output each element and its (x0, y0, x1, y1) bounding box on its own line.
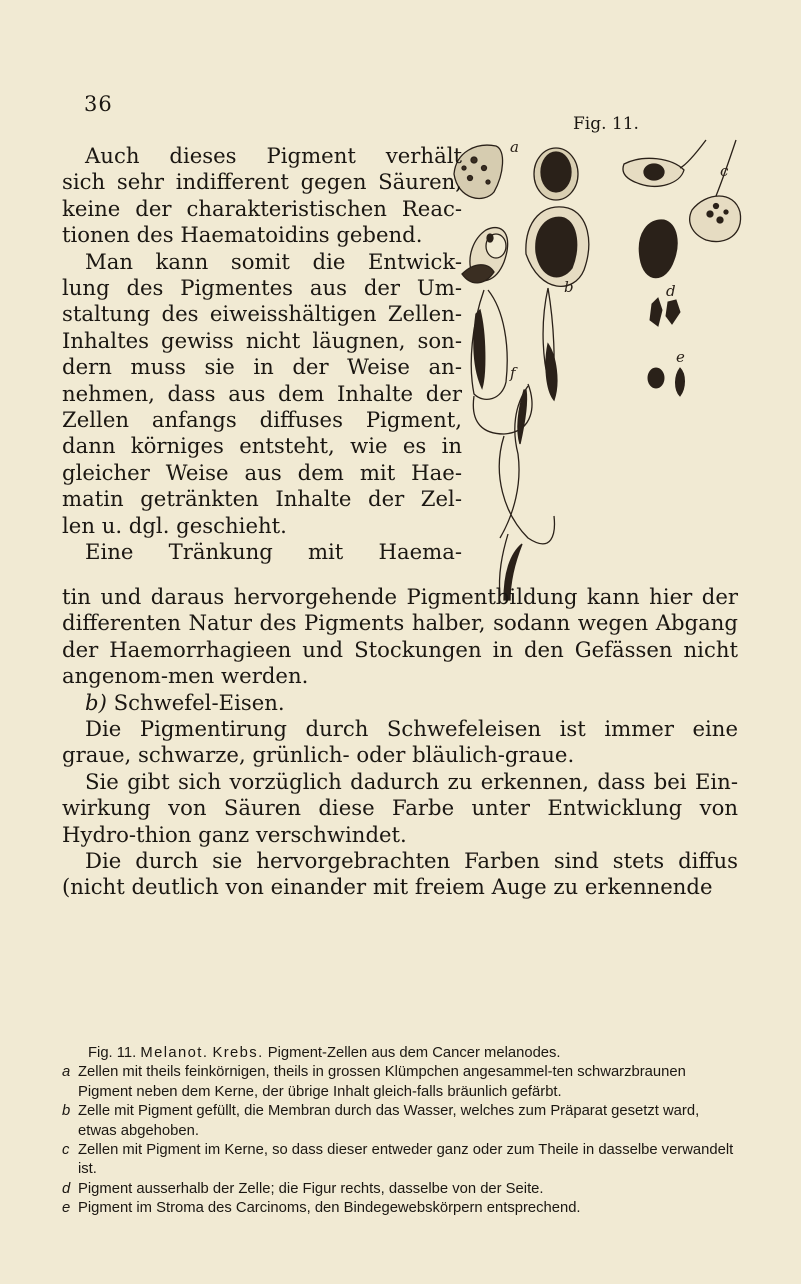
caption-text: Zellen mit theils feinkörnigen, theils in grossen Klümpchen angesammel-ten schwarzbraunen Pigment neben dem Kerne, der übrige Inhalt gleich-falls bräunlich gefärbt. (78, 1064, 686, 1100)
fig-letter-d: d (666, 282, 676, 300)
text-line: Inhaltes gewiss nicht läugnen, son- (62, 327, 462, 353)
caption-letter: c (62, 1142, 70, 1159)
fig-letter-c: c (720, 162, 729, 180)
cell-group-f (471, 290, 554, 600)
text-line: tionen des Haematoidins gebend. (62, 222, 423, 248)
text-line: dann körniges entsteht, wie es in (62, 433, 462, 459)
text-line: Auch dieses Pigment verhält (85, 143, 462, 168)
fig-letter-f: f (510, 364, 516, 382)
caption-letter: e (62, 1200, 71, 1217)
caption-author: Krebs. (212, 1045, 264, 1061)
figure-caption (62, 1044, 740, 1219)
caption-text: Pigment im Stroma des Carcinoms, den Bindegewebskörpern entsprechend. (78, 1200, 581, 1217)
caption-title: Pigment-Zellen aus dem Cancer melanodes. (267, 1045, 561, 1061)
caption-name: Melanot. (140, 1045, 209, 1061)
caption-item-e (62, 1199, 740, 1218)
wrapped-paragraph (62, 143, 462, 566)
caption-letter: b (62, 1103, 71, 1120)
fig-letter-a: a (510, 138, 519, 156)
page-number: 36 (84, 92, 113, 116)
text-line: gleicher Weise aus dem mit Hae- (62, 459, 462, 485)
text-line: len u. dgl. geschieht. (62, 512, 287, 538)
caption-text: Zelle mit Pigment gefüllt, die Membran durch das Wasser, welches zum Präparat gesetzt ward, etwas abgehoben. (78, 1103, 700, 1139)
caption-text: Zellen mit Pigment im Kerne, so dass dieser entweder ganz oder zum Theile in dasselbe verwandelt ist. (78, 1142, 734, 1178)
figure-label: Fig. 11. (573, 114, 639, 134)
paragraph-farben: Die durch sie hervorgebrachten Farben sind stets diffus (nicht deutlich von einander mit freiem Auge zu erkennende (62, 848, 738, 900)
caption-text: Pigment ausserhalb der Zelle; die Figur rechts, dasselbe von der Seite. (78, 1180, 544, 1197)
text-line: keine der charakteristischen Reac- (62, 195, 462, 221)
pigment-group-d (639, 220, 680, 326)
paragraph-tin: tin und daraus hervorgehende Pigmentbildung kann hier der differenten Natur des Pigments halber, sodann wegen Abgang der Haemorrhagieen und Stockungen in den Gefässen nicht angenom-men werden. (62, 584, 738, 689)
text-line: staltung des eiweisshältigen Zellen- (62, 301, 462, 327)
fig-letter-e: e (676, 348, 685, 366)
caption-item-b (62, 1102, 740, 1141)
cell-group-b (526, 148, 589, 400)
cell-group-a (454, 145, 508, 283)
text-line: sich sehr indifferent gegen Säuren, (62, 169, 462, 195)
section-title: Schwefel-Eisen. (113, 689, 285, 715)
caption-letter: d (62, 1180, 71, 1197)
figure-illustration (444, 134, 744, 614)
caption-letter: a (62, 1064, 71, 1081)
text-line: matin getränkten Inhalte der Zel- (62, 486, 462, 512)
section-heading (62, 690, 738, 716)
paragraph-sauren: Sie gibt sich vorzüglich dadurch zu erkennen, dass bei Ein-wirkung von Säuren diese Farbe unter Entwicklung von Hydro-thion ganz verschwindet. (62, 768, 738, 847)
caption-item-c (62, 1141, 740, 1180)
cell-group-c (623, 140, 741, 242)
paragraph-pigmentirung: Die Pigmentirung durch Schwefeleisen ist immer eine graue, schwarze, grünlich- oder bläulich-graue. (62, 716, 738, 768)
text-line: Zellen anfangs diffuses Pigment, (62, 407, 462, 433)
caption-item-d (62, 1180, 740, 1199)
caption-heading (62, 1044, 740, 1063)
caption-item-a (62, 1063, 740, 1102)
text-line: dern muss sie in der Weise an- (62, 354, 462, 380)
text-line: Eine Tränkung mit Haema- (85, 539, 462, 565)
pigment-group-e (648, 368, 685, 396)
text-line: nehmen, dass aus dem Inhalte der (62, 380, 462, 406)
caption-fig: Fig. 11. (88, 1045, 137, 1061)
text-line: Man kann somit die Entwick- (85, 248, 462, 274)
section-letter: b) (85, 689, 107, 715)
text-line: lung des Pigmentes aus der Um- (62, 275, 462, 301)
fig-letter-b: b (564, 278, 574, 296)
main-text (62, 584, 738, 901)
